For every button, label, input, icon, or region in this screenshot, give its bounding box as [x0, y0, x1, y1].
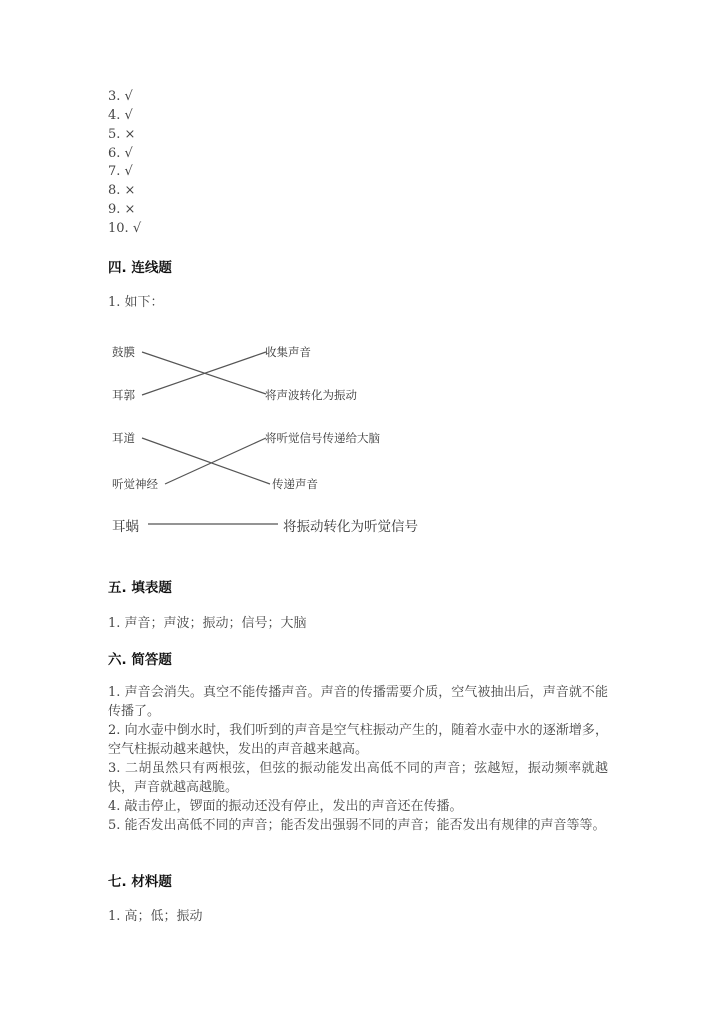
short-answer-item: 2. 向水壶中倒水时，我们听到的声音是空气柱振动产生的，随着水壶中水的逐渐增多，空气柱振动越来越快，发出的声音越来越高。: [108, 723, 608, 757]
item-number: 5.: [108, 127, 121, 142]
check-mark-icon: √: [124, 108, 133, 123]
diagram-left-item: 耳郭: [112, 388, 135, 402]
diagram-left-item: 耳蜗: [112, 519, 139, 535]
item-number: 7.: [108, 164, 121, 179]
section-heading-fill-table: 五. 填表题: [108, 580, 172, 596]
cross-mark-icon: ×: [124, 127, 136, 142]
section-heading-short-answer: 六. 简答题: [108, 652, 172, 668]
short-answer-item: 3. 二胡虽然只有两根弦，但弦的振动能发出高低不同的声音；弦越短，振动频率就越快，声音就越高越脆。: [108, 761, 608, 795]
diagram-left-item: 耳道: [112, 431, 135, 445]
diagram-right-item: 收集声音: [265, 345, 311, 359]
diagram-right-item: 传递声音: [272, 477, 318, 491]
check-mark-icon: √: [124, 164, 133, 179]
material-answer: 1. 高；低；振动: [108, 909, 203, 924]
diagram-right-item: 将振动转化为听觉信号: [283, 519, 418, 535]
section-heading-material: 七. 材料题: [108, 874, 172, 890]
short-answer-item: 1. 声音会消失。真空不能传播声音。声音的传播需要介质，空气被抽出后，声音就不能传播了。: [108, 685, 608, 719]
matching-answer-intro: 1. 如下：: [108, 295, 164, 310]
cross-mark-icon: ×: [124, 183, 136, 198]
item-number: 8.: [108, 183, 121, 198]
item-number: 6.: [108, 146, 121, 161]
cross-mark-icon: ×: [124, 202, 136, 217]
item-number: 3.: [108, 89, 121, 104]
diagram-left-item: 鼓膜: [112, 345, 135, 359]
diagram-right-item: 将听觉信号传递给大脑: [265, 431, 380, 445]
fill-table-answer: 1. 声音；声波；振动；信号；大脑: [108, 616, 307, 631]
section-heading-matching: 四. 连线题: [108, 260, 172, 276]
short-answer-item: 5. 能否发出高低不同的声音；能否发出强弱不同的声音；能否发出有规律的声音等等。: [108, 818, 606, 833]
check-mark-icon: √: [124, 146, 133, 161]
item-number: 4.: [108, 108, 121, 123]
check-mark-icon: √: [132, 221, 142, 236]
diagram-left-item: 听觉神经: [112, 477, 158, 491]
item-number: 10.: [108, 221, 129, 236]
short-answer-item: 4. 敲击停止，锣面的振动还没有停止，发出的声音还在传播。: [108, 799, 463, 814]
item-number: 9.: [108, 202, 121, 217]
diagram-right-item: 将声波转化为振动: [265, 388, 357, 402]
check-mark-icon: √: [124, 89, 133, 104]
